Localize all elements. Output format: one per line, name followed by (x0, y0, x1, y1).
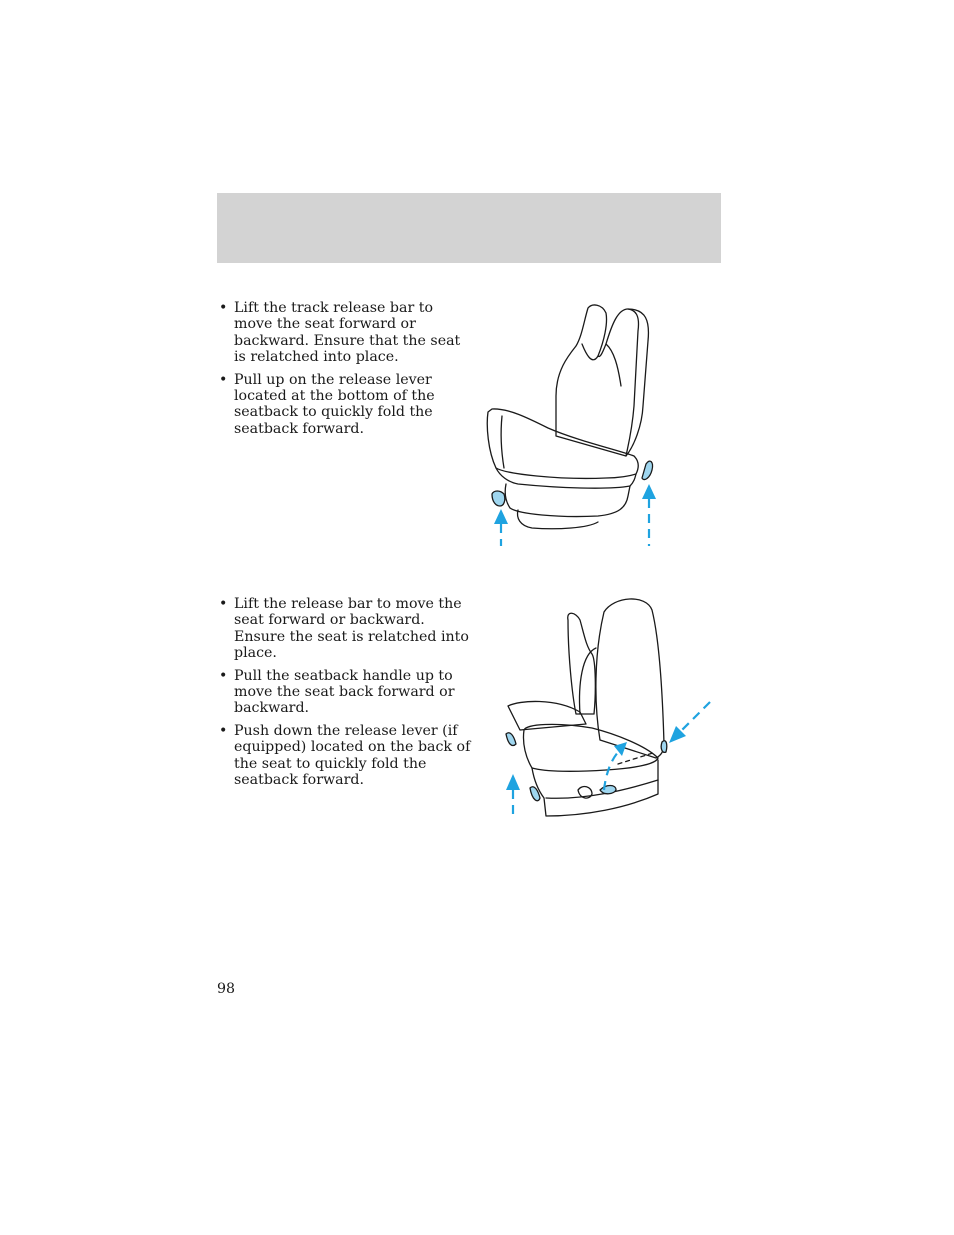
instruction-list-2 (217, 596, 472, 794)
bucket-seat-illustration (496, 594, 722, 826)
list-item (217, 300, 472, 366)
bullet-icon: • (219, 722, 228, 739)
bullet-text: Pull up on the release lever located at the bottom of the seatback to quickly fold the seatback forward. (234, 371, 435, 437)
bullet-icon: • (219, 300, 228, 316)
section-header-band (217, 193, 721, 263)
bullet-icon: • (219, 667, 228, 684)
list-item (217, 723, 472, 789)
instruction-list-1 (217, 300, 472, 443)
page-number: 98 (217, 981, 236, 997)
bullet-icon: • (219, 371, 228, 388)
bullet-icon: • (219, 596, 228, 612)
bullet-text: Lift the track release bar to move the seat forward or backward. Ensure that the seat is relatched into place. (234, 300, 461, 366)
bench-seat-illustration (478, 296, 678, 552)
bullet-text: Lift the release bar to move the seat forward or backward. Ensure the seat is relatched into place. (234, 596, 469, 662)
bullet-text: Pull the seatback handle up to move the seat back forward or backward. (234, 667, 455, 717)
bullet-text: Push down the release lever (if equipped) located on the back of the seat to quickly fold the seatback forward. (234, 722, 471, 789)
list-item (217, 596, 472, 662)
list-item (217, 668, 472, 717)
list-item (217, 372, 472, 438)
